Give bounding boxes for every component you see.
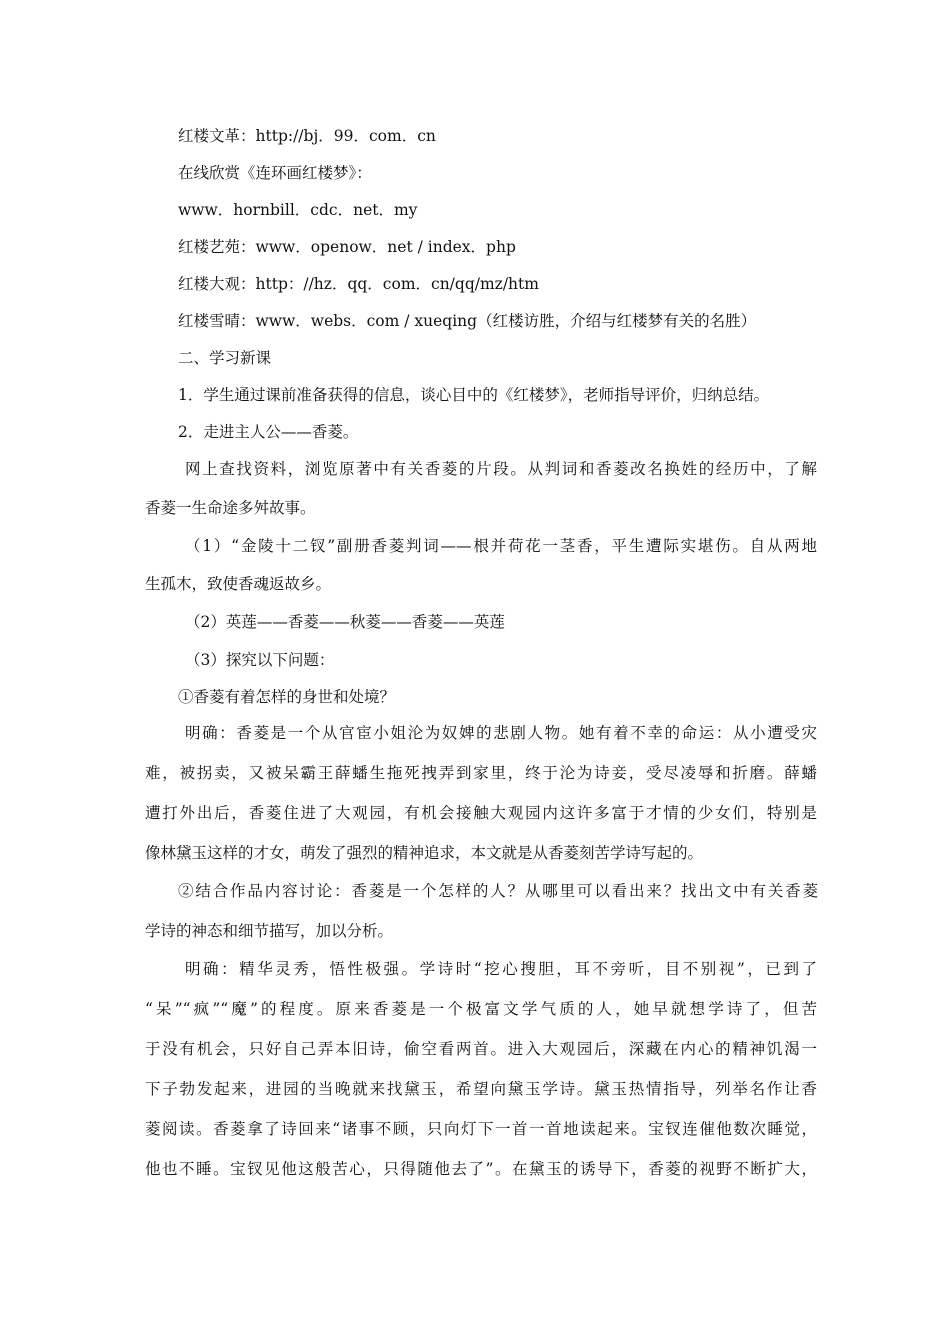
paragraph-line: 学诗的神态和细节描写，加以分析。	[145, 922, 394, 940]
text-line-5: 红楼大观：http：//hz．qq．com．cn/qq/mz/htm	[178, 275, 539, 293]
paragraph-line: “呆”“疯”“魔”的程度。原来香菱是一个极富文学气质的人，她早就想学诗了，但苦	[145, 1000, 817, 1018]
text-line-6: 红楼雪晴：www．webs．com / xueqing（红楼访胜，介绍与红楼梦有关的名胜）	[178, 312, 757, 330]
paragraph-line: ①香菱有着怎样的身世和处境？	[178, 688, 396, 706]
paragraph-line: 下子勃发起来，进园的当晚就来找黛玉，希望向黛玉学诗。黛玉热情指导，列举名作让香	[145, 1080, 817, 1098]
paragraph-line: 香菱一生命途多舛故事。	[145, 499, 316, 517]
text-line-3: www．hornbill．cdc．net．my	[178, 201, 418, 219]
text-line-2: 在线欣赏《连环画红楼梦》：	[178, 164, 372, 182]
paragraph-line: （3）探究以下问题：	[185, 651, 335, 669]
paragraph-line: ②结合作品内容讨论：香菱是一个怎样的人？从哪里可以看出来？找出文中有关香菱	[178, 882, 818, 900]
paragraph-line: 难，被拐卖，又被呆霸王薛蟠生拖死拽弄到家里，终于沦为诗妾，受尽凌辱和折磨。薛蟠	[145, 764, 817, 782]
paragraph-line: （2）英莲——香菱——秋菱——香菱——英莲	[185, 613, 505, 631]
paragraph-line: 他也不睡。宝钗见他这般苦心，只得随他去了”。在黛玉的诱导下，香菱的视野不断扩大，	[145, 1160, 817, 1178]
paragraph-line: 明确：精华灵秀，悟性极强。学诗时“挖心搜胆，耳不旁听，目不别视”，已到了	[185, 960, 817, 978]
paragraph-line: 明确：香菱是一个从官宦小姐沦为奴婢的悲剧人物。她有着不幸的命运：从小遭受灾	[185, 724, 817, 742]
paragraph-line: 网上查找资料，浏览原著中有关香菱的片段。从判词和香菱改名换姓的经历中，了解	[185, 460, 817, 478]
paragraph-line: 于没有机会，只好自己弄本旧诗，偷空看两首。进入大观园后，深藏在内心的精神饥渴一	[145, 1040, 817, 1058]
text-line-9: 2．走进主人公——香菱。	[178, 423, 359, 441]
paragraph-line: 遭打外出后，香菱住进了大观园，有机会接触大观园内这许多富于才情的少女们，特别是	[145, 804, 817, 822]
paragraph-line: 像林黛玉这样的才女，萌发了强烈的精神追求，本文就是从香菱刻苦学诗写起的。	[145, 844, 704, 862]
section-heading: 二、学习新课	[178, 349, 272, 367]
paragraph-line: 生孤木，致使香魂返故乡。	[145, 575, 332, 593]
text-line-8: 1．学生通过课前准备获得的信息，谈心目中的《红楼梦》，老师指导评价，归纳总结。	[178, 386, 770, 404]
paragraph-line: 菱阅读。香菱拿了诗回来“诸事不顾，只向灯下一首一首地读起来。宝钗连催他数次睡觉，	[145, 1120, 817, 1138]
text-line-4: 红楼艺苑：www．openow．net / index．php	[178, 238, 516, 256]
paragraph-line: （1）“金陵十二钗”副册香菱判词——根并荷花一茎香，平生遭际实堪伤。自从两地	[185, 537, 817, 555]
text-line-1: 红楼文革：http://bj．99．com．cn	[178, 127, 436, 145]
